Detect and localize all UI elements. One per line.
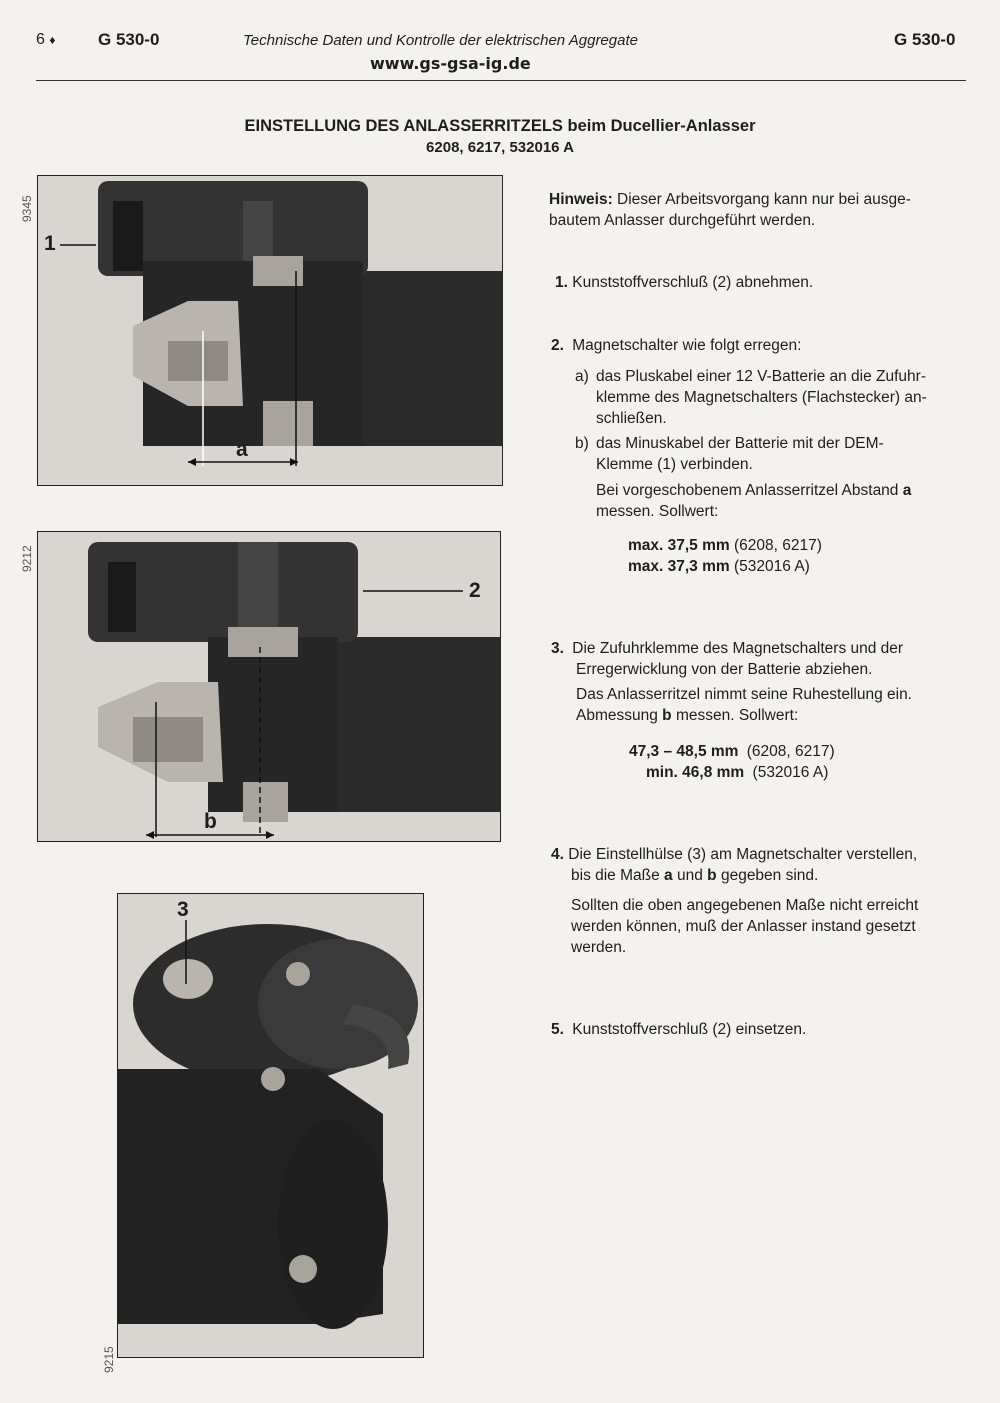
step-2-sub-b	[596, 433, 884, 475]
value-ref: (532016 A)	[734, 558, 810, 575]
step-text: gegeben sind.	[720, 867, 819, 884]
page-subtitle: 6208, 6217, 532016 A	[426, 139, 574, 156]
starter-photo-3	[118, 894, 423, 1357]
para-text: messen. Sollwert:	[675, 707, 799, 724]
step-3-line-2: Erregerwicklung von der Batterie abziehen.	[576, 661, 873, 678]
step-bold: b	[707, 867, 717, 884]
step-text: Magnetschalter wie folgt erregen:	[572, 337, 802, 354]
step-text: Kunststoffverschluß (2) abnehmen.	[572, 274, 814, 291]
step-2	[551, 335, 801, 356]
step-2-value-2	[628, 556, 810, 577]
note-label: Hinweis:	[549, 191, 613, 208]
para-text: Bei vorgeschobenem Anlasserritzel Abstand	[596, 482, 899, 499]
value-ref: (6208, 6217)	[734, 537, 822, 554]
step-1	[555, 272, 813, 293]
callout-1: 1	[44, 232, 56, 255]
step-text: Kunststoffverschluß (2) einsetzen.	[572, 1021, 807, 1038]
figure-code: 9345	[20, 195, 34, 222]
starter-photo-2	[38, 532, 500, 841]
step-number: 1.	[555, 274, 568, 291]
step-number: 2.	[551, 337, 564, 354]
page-title: EINSTELLUNG DES ANLASSERRITZELS beim Ducellier-Anlasser	[244, 117, 756, 135]
value-ref: (6208, 6217)	[746, 743, 835, 760]
para-text: messen. Sollwert:	[596, 503, 719, 520]
value: max. 37,5 mm	[628, 537, 730, 554]
step-text: und	[676, 867, 703, 884]
step-2-sub-a	[596, 366, 927, 429]
note-text-2: bautem Anlasser durchgeführt werden.	[549, 212, 816, 229]
note-block	[549, 189, 911, 231]
step-text: Die Zufuhrklemme des Magnetschalters und der	[572, 640, 904, 657]
note-text-1: Dieser Arbeitsvorgang kann nur bei ausge-	[617, 191, 911, 208]
step-3-value-2	[646, 762, 828, 783]
para-text: Abmessung	[576, 707, 658, 724]
para-text: werden können, muß der Anlasser instand gesetzt	[571, 918, 916, 935]
para-bold: b	[662, 707, 672, 724]
step-2-value-1	[628, 535, 822, 556]
figure-starter-3	[117, 893, 424, 1358]
sub-a-line: klemme des Magnetschalters (Flachstecker) an-	[596, 389, 927, 406]
sub-b-line: Klemme (1) verbinden.	[596, 456, 753, 473]
dimension-a-label: a	[236, 438, 248, 461]
bullet-icon: ♦	[49, 33, 56, 47]
step-4	[551, 844, 917, 865]
step-3-para-2	[576, 705, 798, 726]
step-text: Die Einstellhülse (3) am Magnetschalter verstellen,	[568, 846, 918, 863]
sub-b-line: das Minuskabel der Batterie mit der DEM-	[596, 435, 884, 452]
step-2-para	[596, 480, 911, 522]
starter-photo-1	[38, 176, 502, 485]
value: max. 37,3 mm	[628, 558, 730, 575]
step-number: 3.	[551, 640, 564, 657]
step-5	[551, 1019, 806, 1040]
sub-a-line: schließen.	[596, 410, 667, 427]
step-number: 5.	[551, 1021, 564, 1038]
page-number-text: 6	[36, 31, 45, 48]
para-text: Sollten die oben angegebenen Maße nicht erreicht	[571, 897, 919, 914]
step-text: bis die Maße	[571, 867, 660, 884]
doc-code-left: G 530-0	[98, 30, 160, 49]
figure-starter-2	[37, 531, 501, 842]
step-3	[551, 638, 903, 659]
website-link[interactable]: www.gs-gsa-ig.de	[370, 54, 531, 73]
step-2-sub-a-label: a)	[575, 368, 589, 385]
step-4-para	[571, 895, 918, 958]
step-bold: a	[664, 867, 673, 884]
value: 47,3 – 48,5 mm	[629, 743, 739, 760]
doc-code-right: G 530-0	[894, 30, 956, 49]
section-title: Technische Daten und Kontrolle der elektrischen Aggregate	[243, 32, 638, 49]
step-4-line-2	[571, 865, 818, 886]
figure-code: 9215	[102, 1346, 116, 1373]
figure-code: 9212	[20, 545, 34, 572]
para-bold: a	[902, 482, 912, 499]
figure-starter-1	[37, 175, 503, 486]
step-3-para-1: Das Anlasserritzel nimmt seine Ruhestellung ein.	[576, 686, 912, 703]
step-2-sub-b-label: b)	[575, 435, 589, 452]
callout-2: 2	[469, 579, 481, 602]
header-rule	[36, 80, 966, 81]
page-number	[36, 31, 55, 49]
para-text: werden.	[571, 939, 627, 956]
value-ref: (532016 A)	[752, 764, 829, 781]
sub-a-line: das Pluskabel einer 12 V-Batterie an die Zufuhr-	[596, 368, 926, 385]
step-3-value-1	[629, 741, 835, 762]
dimension-b-label: b	[204, 810, 217, 833]
callout-3: 3	[177, 898, 189, 921]
value: min. 46,8 mm	[646, 764, 745, 781]
step-number: 4.	[551, 846, 564, 863]
